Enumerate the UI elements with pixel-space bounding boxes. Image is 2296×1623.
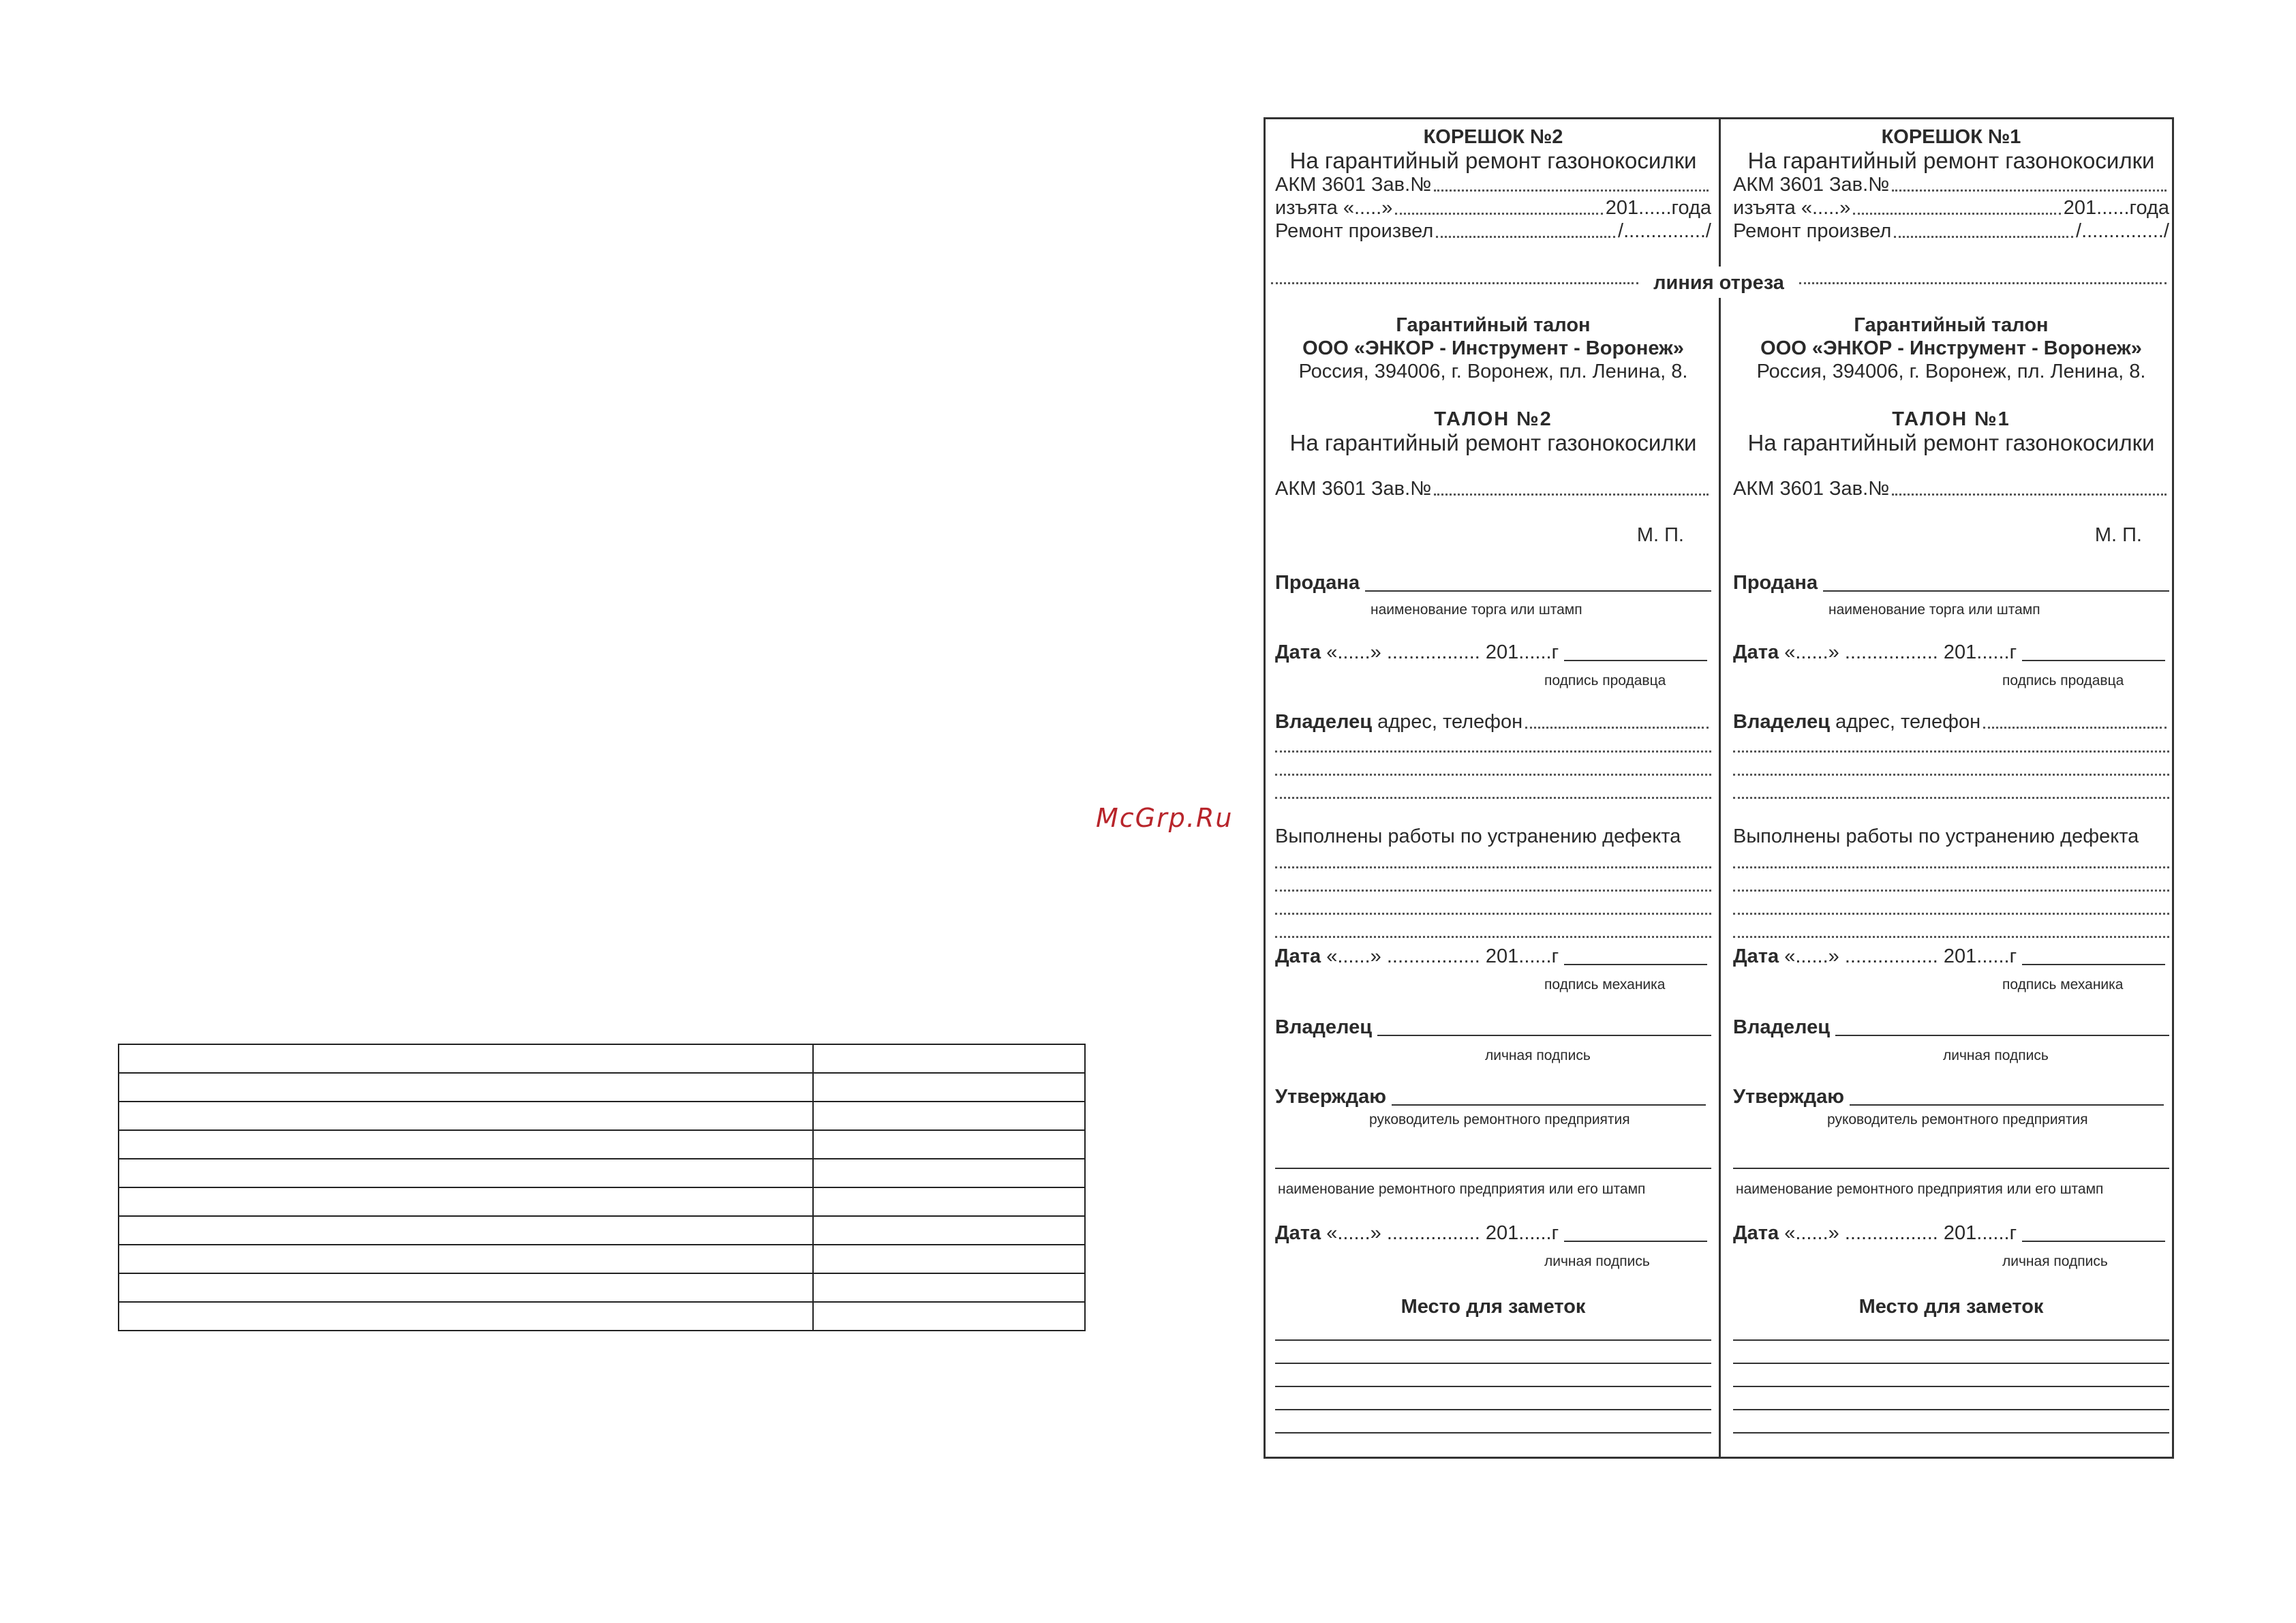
approve-row bbox=[1275, 1086, 1711, 1108]
table-row bbox=[119, 1130, 1085, 1159]
stub-serial-row bbox=[1733, 174, 2169, 196]
table-cell bbox=[813, 1159, 1085, 1187]
table-cell bbox=[119, 1102, 813, 1130]
talon-title: ТАЛОН №1 bbox=[1892, 408, 2010, 430]
card-title: Гарантийный талон bbox=[1854, 314, 2049, 336]
talon-subtitle: На гарантийный ремонт газонокосилки bbox=[1289, 430, 1697, 455]
serial-label: АКМ 3601 Зав.№ bbox=[1275, 478, 1432, 500]
seller-sign-hint: подпись продавца bbox=[1544, 673, 1666, 688]
stub-seized-label: изъята «.....» bbox=[1275, 197, 1393, 219]
date-row-repair bbox=[1733, 945, 2169, 968]
warranty-sheet bbox=[1264, 117, 2174, 1459]
seller-sign-hint: подпись продавца bbox=[2002, 673, 2124, 688]
stub-year: 201......года bbox=[1605, 197, 1711, 219]
approve-label: Утверждаю bbox=[1275, 1086, 1387, 1108]
owner-sign-row bbox=[1733, 1016, 2169, 1039]
stamp-place: М. П. bbox=[2094, 524, 2142, 546]
card-title: Гарантийный талон bbox=[1396, 314, 1591, 336]
table-cell bbox=[119, 1073, 813, 1102]
table-row bbox=[119, 1102, 1085, 1130]
owner-address-row bbox=[1733, 711, 2169, 733]
owner-sign-hint: личная подпись bbox=[1485, 1048, 1591, 1063]
works-label: Выполнены работы по устранению дефекта bbox=[1275, 825, 1681, 847]
enterprise-hint: наименование ремонтного предприятия или его штамп bbox=[1278, 1181, 1646, 1197]
column-divider-bottom bbox=[1719, 298, 1721, 1457]
company-name: ООО «ЭНКОР - Инструмент - Воронеж» bbox=[1760, 337, 2142, 359]
table-row bbox=[119, 1245, 1085, 1273]
stub-repair-label: Ремонт произвел bbox=[1733, 220, 1892, 242]
talon-subtitle: На гарантийный ремонт газонокосилки bbox=[1747, 430, 2155, 455]
owner-label: Владелец bbox=[1275, 1016, 1373, 1038]
table-cell bbox=[119, 1187, 813, 1216]
date-label: Дата bbox=[1275, 945, 1321, 967]
sold-hint: наименование торга или штамп bbox=[1828, 602, 2040, 618]
date-value: «......» ................. 201......г bbox=[1326, 945, 1559, 967]
table-row bbox=[119, 1273, 1085, 1302]
stub-title: КОРЕШОК №1 bbox=[1881, 126, 2021, 148]
enterprise-hint: наименование ремонтного предприятия или его штамп bbox=[1736, 1181, 2104, 1197]
table-row bbox=[119, 1159, 1085, 1187]
stub-seized-row bbox=[1275, 197, 1711, 219]
approve-label: Утверждаю bbox=[1733, 1086, 1845, 1108]
sold-label: Продана bbox=[1275, 572, 1360, 594]
stub-serial-label: АКМ 3601 Зав.№ bbox=[1733, 174, 1890, 196]
table-cell bbox=[119, 1273, 813, 1302]
stub-seized-row bbox=[1733, 197, 2169, 219]
empty-table bbox=[118, 1044, 1086, 1331]
owner-address-label: адрес, телефон bbox=[1835, 711, 1981, 733]
table-row bbox=[119, 1302, 1085, 1331]
stub-subtitle: На гарантийный ремонт газонокосилки bbox=[1747, 148, 2155, 173]
owner-address-row bbox=[1275, 711, 1711, 733]
notes-label: Место для заметок bbox=[1400, 1296, 1586, 1318]
cut-line-label: линия отреза bbox=[1653, 271, 1784, 294]
serial-row bbox=[1275, 478, 1711, 500]
serial-row bbox=[1733, 478, 2169, 500]
table-cell bbox=[813, 1302, 1085, 1331]
table-cell bbox=[119, 1216, 813, 1245]
table-row bbox=[119, 1044, 1085, 1073]
date-row-approve bbox=[1275, 1222, 1711, 1245]
stub-repair-end: /.............../ bbox=[1618, 220, 1711, 242]
date-row-sale bbox=[1275, 641, 1711, 664]
date-value: «......» ................. 201......г bbox=[1784, 641, 2017, 663]
table-cell bbox=[119, 1159, 813, 1187]
sold-label: Продана bbox=[1733, 572, 1818, 594]
stub-year: 201......года bbox=[2063, 197, 2169, 219]
date-value: «......» ................. 201......г bbox=[1326, 641, 1559, 663]
table-cell bbox=[119, 1044, 813, 1073]
date-row-sale bbox=[1733, 641, 2169, 664]
stub-serial-label: АКМ 3601 Зав.№ bbox=[1275, 174, 1432, 196]
date-label: Дата bbox=[1275, 1222, 1321, 1244]
approve-hint: руководитель ремонтного предприятия bbox=[1369, 1112, 1630, 1127]
table-cell bbox=[813, 1187, 1085, 1216]
owner-sign-row bbox=[1275, 1016, 1711, 1039]
table-cell bbox=[813, 1245, 1085, 1273]
sold-hint: наименование торга или штамп bbox=[1371, 602, 1582, 618]
stamp-place: М. П. bbox=[1636, 524, 1684, 546]
owner-label: Владелец bbox=[1733, 1016, 1831, 1038]
serial-label: АКМ 3601 Зав.№ bbox=[1733, 478, 1890, 500]
stub-title: КОРЕШОК №2 bbox=[1423, 126, 1563, 148]
table-cell bbox=[813, 1216, 1085, 1245]
company-address: Россия, 394006, г. Воронеж, пл. Ленина, 8. bbox=[1298, 361, 1688, 382]
date-value: «......» ................. 201......г bbox=[1326, 1222, 1559, 1244]
table-cell bbox=[813, 1073, 1085, 1102]
watermark: McGrp.Ru bbox=[1096, 803, 1234, 833]
talon-title: ТАЛОН №2 bbox=[1434, 408, 1552, 430]
stub-repair-row bbox=[1275, 220, 1711, 243]
personal-sign-hint: личная подпись bbox=[1544, 1254, 1650, 1269]
table-cell bbox=[813, 1273, 1085, 1302]
owner-sign-hint: личная подпись bbox=[1943, 1048, 2049, 1063]
notes-label: Место для заметок bbox=[1858, 1296, 2044, 1318]
sold-row bbox=[1275, 572, 1711, 594]
owner-label: Владелец bbox=[1275, 711, 1373, 733]
table-cell bbox=[813, 1130, 1085, 1159]
owner-address-label: адрес, телефон bbox=[1377, 711, 1523, 733]
mechanic-sign-hint: подпись механика bbox=[1544, 977, 1666, 992]
date-value: «......» ................. 201......г bbox=[1784, 945, 2017, 967]
company-name: ООО «ЭНКОР - Инструмент - Воронеж» bbox=[1302, 337, 1684, 359]
stub-repair-label: Ремонт произвел bbox=[1275, 220, 1434, 242]
stub-seized-label: изъята «.....» bbox=[1733, 197, 1851, 219]
stub-repair-end: /.............../ bbox=[2076, 220, 2169, 242]
table-cell bbox=[119, 1245, 813, 1273]
works-label: Выполнены работы по устранению дефекта bbox=[1733, 825, 2139, 847]
company-address: Россия, 394006, г. Воронеж, пл. Ленина, 8. bbox=[1756, 361, 2146, 382]
table-row bbox=[119, 1216, 1085, 1245]
date-label: Дата bbox=[1733, 945, 1779, 967]
date-row-approve bbox=[1733, 1222, 2169, 1245]
table-cell bbox=[813, 1102, 1085, 1130]
approve-hint: руководитель ремонтного предприятия bbox=[1827, 1112, 2088, 1127]
date-label: Дата bbox=[1275, 641, 1321, 663]
personal-sign-hint: личная подпись bbox=[2002, 1254, 2108, 1269]
date-label: Дата bbox=[1733, 641, 1779, 663]
table-row bbox=[119, 1073, 1085, 1102]
table-cell bbox=[119, 1130, 813, 1159]
owner-label: Владелец bbox=[1733, 711, 1831, 733]
column-divider-top bbox=[1719, 119, 1721, 267]
date-label: Дата bbox=[1733, 1222, 1779, 1244]
cut-line bbox=[1266, 271, 2172, 295]
stub-repair-row bbox=[1733, 220, 2169, 243]
table-row bbox=[119, 1187, 1085, 1216]
table-cell bbox=[119, 1302, 813, 1331]
mechanic-sign-hint: подпись механика bbox=[2002, 977, 2124, 992]
sold-row bbox=[1733, 572, 2169, 594]
table-cell bbox=[813, 1044, 1085, 1073]
date-row-repair bbox=[1275, 945, 1711, 968]
stub-subtitle: На гарантийный ремонт газонокосилки bbox=[1289, 148, 1697, 173]
approve-row bbox=[1733, 1086, 2169, 1108]
stub-serial-row bbox=[1275, 174, 1711, 196]
date-value: «......» ................. 201......г bbox=[1784, 1222, 2017, 1244]
